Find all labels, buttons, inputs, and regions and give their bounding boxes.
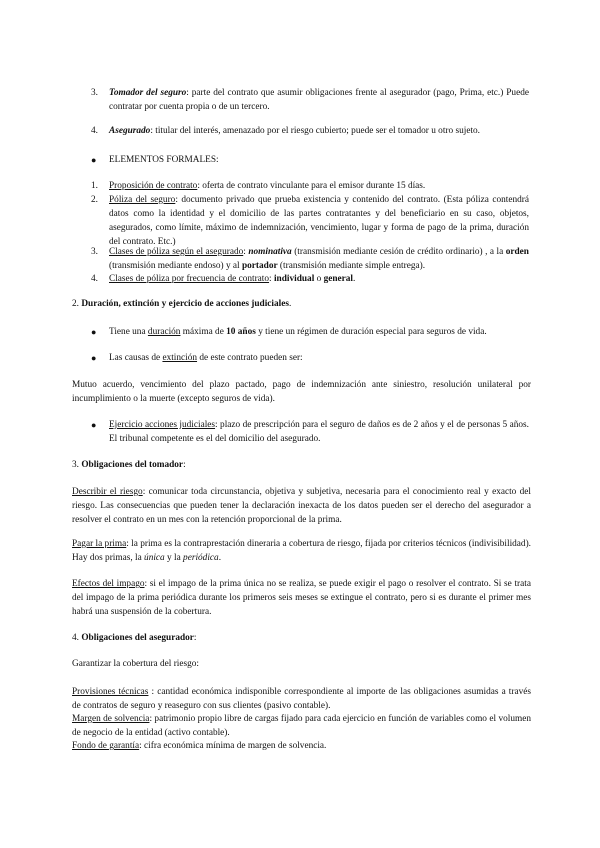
provisiones-text: : cantidad económica indisponible correspondiente al importe de las obligaciones asumidas a través de contratos de seguro y reaseguro con sus clientes (pasivo contable). xyxy=(72,687,531,711)
formal-2-label: Póliza del seguro xyxy=(109,195,176,205)
pagar-p3: . xyxy=(218,553,222,563)
item3-term: Tomador del seguro xyxy=(109,88,187,98)
bullet-icon: ● xyxy=(91,327,97,337)
formales-heading: ELEMENTOS FORMALES: xyxy=(109,155,219,165)
ejercicio-paragraph xyxy=(109,418,529,446)
section-4-number: 4. xyxy=(72,633,79,643)
garantizar-text: Garantizar la cobertura del riesgo: xyxy=(72,659,199,669)
item3-number: 3. xyxy=(91,88,98,98)
section-2-heading xyxy=(72,297,532,311)
item3-paragraph xyxy=(109,86,529,114)
ejercicio-text: : plazo de prescripción para el seguro de daños es de 2 años y el de personas 5 años. El tribunal competente es el del domicilio del asegurado. xyxy=(109,420,529,444)
formal-4-p1: : xyxy=(269,274,274,284)
pagar-label: Pagar la prima xyxy=(72,539,127,549)
formal-1-paragraph xyxy=(109,179,529,193)
provisiones-paragraph xyxy=(72,685,531,713)
formal-3-portador: portador xyxy=(241,261,278,271)
section-3-number: 3. xyxy=(72,460,79,470)
section-3-end: : xyxy=(183,460,186,470)
formal-2-number: 2. xyxy=(91,195,98,205)
bullet-icon: ● xyxy=(91,420,97,430)
extincion-term: extinción xyxy=(162,353,198,363)
extincion-p2: de este contrato pueden ser: xyxy=(197,353,303,363)
fondo-paragraph xyxy=(72,739,531,753)
bullet-icon: ● xyxy=(91,155,97,165)
formal-4-individual: individual xyxy=(273,274,315,284)
formal-2-paragraph xyxy=(109,193,529,249)
ejercicio-label: Ejercicio acciones judiciales xyxy=(109,420,216,430)
efectos-label: Efectos del impago xyxy=(72,579,145,589)
pagar-periodica: periódica xyxy=(183,553,219,563)
section-3-heading xyxy=(72,458,532,472)
pagar-paragraph xyxy=(72,537,531,565)
fondo-text: : cifra económica mínima de margen de solvencia. xyxy=(139,741,327,751)
extincion-paragraph xyxy=(109,351,529,365)
formal-4-p2: o xyxy=(314,274,324,284)
formal-1-number: 1. xyxy=(91,181,98,191)
formal-3-p4: (transmisión mediante simple entrega). xyxy=(277,261,426,271)
extincion-p1: Las causas de xyxy=(109,353,163,363)
formal-4-paragraph xyxy=(109,272,529,286)
describir-text: : comunicar toda circunstancia, objetiva y subjetiva, necesaria para el conocimiento real y exacto del riesgo. Las consecuencias que pueden tener la declaración inexacta de los datos pueden ser el derecho del asegurador a resolver el contrato en un mes con la retención proporcional de la prima. xyxy=(72,487,532,525)
formal-4-number: 4. xyxy=(91,274,98,284)
formal-4-p3: . xyxy=(353,274,356,284)
duracion-p2: máxima de xyxy=(180,327,227,337)
section-2-title: Duración, extinción y ejercicio de acciones judiciales xyxy=(81,299,289,309)
section-3-title: Obligaciones del tomador xyxy=(81,460,184,470)
duracion-p3: y tiene un régimen de duración especial para seguros de vida. xyxy=(255,327,487,337)
margen-paragraph xyxy=(72,712,531,740)
provisiones-label: Provisiones técnicas xyxy=(72,687,149,697)
fondo-label: Fondo de garantía xyxy=(72,741,140,751)
section-4-end: : xyxy=(193,633,197,643)
formal-3-label: Clases de póliza según el asegurado xyxy=(109,247,244,257)
formal-4-general: general xyxy=(323,274,354,284)
section-4-title: Obligaciones del asegurador xyxy=(81,633,194,643)
item4-paragraph xyxy=(109,124,529,138)
margen-label: Margen de solvencia xyxy=(72,714,150,724)
formal-3-number: 3. xyxy=(91,247,98,257)
duracion-term: duración xyxy=(147,327,181,337)
bullet-icon: ● xyxy=(91,353,97,363)
formal-4-label: Clases de póliza por frecuencia de contrato xyxy=(109,274,270,284)
item4-text: : titular del interés, amenazado por el riesgo cubierto; puede ser el tomador u otro sujeto. xyxy=(150,126,480,136)
pagar-p2: y la xyxy=(164,553,184,563)
formal-3-orden: orden xyxy=(505,247,529,257)
efectos-paragraph xyxy=(72,577,531,619)
duracion-p1: Tiene una xyxy=(109,327,148,337)
item4-number: 4. xyxy=(91,126,98,136)
item3-text: : parte del contrato que asumir obligaciones frente al asegurador (pago, Prima, etc.) Puede contratar por cuenta propia o de un tercero. xyxy=(109,88,529,112)
describir-label: Describir el riesgo xyxy=(72,487,143,497)
pagar-unica: única xyxy=(144,553,165,563)
duracion-paragraph xyxy=(109,325,529,339)
duracion-years: 10 años xyxy=(226,327,256,337)
efectos-text: : si el impago de la prima única no se realiza, se puede exigir el pago o resolver el contrato. Si se trata del impago de la prima periódica durante los primeros seis meses se extingue el contrato, pero si es durante el primer mes habrá una suspensión de la cobertura. xyxy=(72,579,531,617)
formal-3-p3: (transmisión mediante endoso) y al xyxy=(109,261,242,271)
formal-3-p1: : xyxy=(243,247,249,257)
section-2-number: 2. xyxy=(72,299,79,309)
formal-1-label: Proposición de contrato xyxy=(109,181,198,191)
pagar-p1: : la prima es la contraprestación dineraria a cobertura de riesgo, fijada por criterios técnicos (indivisibilidad). Hay dos primas, la xyxy=(72,539,531,563)
section-4-heading xyxy=(72,631,532,645)
extincion-causes: Mutuo acuerdo, vencimiento del plazo pactado, pago de indemnización ante siniestro, resolución unilateral por incumplimiento o la muerte (excepto seguros de vida). xyxy=(72,380,531,404)
describir-paragraph xyxy=(72,485,531,527)
formal-3-paragraph xyxy=(109,245,529,273)
margen-text: : patrimonio propio libre de cargas fijado para cada ejercicio en función de variables como el volumen de negocio de la entidad (activo contable). xyxy=(72,714,531,738)
formal-1-text: : oferta de contrato vinculante para el emisor durante 15 días. xyxy=(197,181,426,191)
item4-term: Asegurado xyxy=(109,126,151,136)
formal-3-p2: (transmisión mediante cesión de crédito ordinario) , a la xyxy=(291,247,506,257)
formal-3-nominativa: nominativa xyxy=(248,247,292,257)
formal-2-text: : documento privado que prueba existencia y contenido del contrato. (Esta póliza contendrá datos como la identidad y el domicilio de las partes contratantes y del beneficiario en su caso, objetos, asegurados, como límite, máximo de indemnización, vencimiento, lugar y forma de pago de la prima, duración del contrato. Etc.) xyxy=(109,195,529,247)
section-2-end: . xyxy=(289,299,292,309)
